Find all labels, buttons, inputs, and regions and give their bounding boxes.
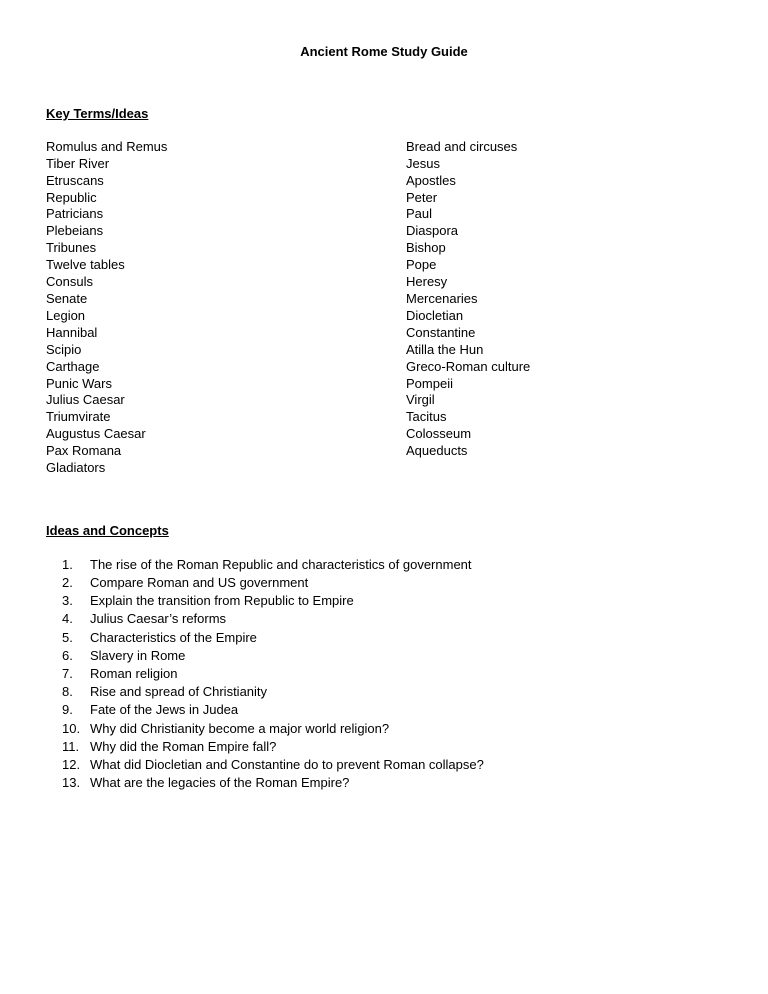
concept-text: Explain the transition from Republic to Empire xyxy=(90,593,354,609)
concept-item xyxy=(62,629,722,647)
concept-item xyxy=(62,556,722,574)
concept-text: What are the legacies of the Roman Empire? xyxy=(90,775,350,791)
key-term: Etruscans xyxy=(46,172,104,188)
key-term: Senate xyxy=(46,290,88,306)
key-term: Consuls xyxy=(46,274,93,290)
concept-text: Roman religion xyxy=(90,666,178,682)
key-term: Pope xyxy=(406,257,437,273)
key-term: Paul xyxy=(406,206,433,222)
key-term: Patricians xyxy=(46,206,104,222)
key-term: Hannibal xyxy=(46,324,98,340)
concept-item xyxy=(62,701,722,719)
key-term: Pax Romana xyxy=(46,443,122,459)
concept-text: Rise and spread of Christianity xyxy=(90,684,268,700)
key-terms-left-column xyxy=(46,139,406,477)
concepts-section xyxy=(46,523,722,793)
concept-text: Why did the Roman Empire fall? xyxy=(90,738,277,754)
concepts-heading: Ideas and Concepts xyxy=(46,522,169,538)
concept-text: What did Diocletian and Constantine do to prevent Roman collapse? xyxy=(90,757,484,773)
concept-item xyxy=(62,647,722,665)
concept-number: 11. xyxy=(62,738,80,754)
key-term: Tiber River xyxy=(46,155,110,171)
concept-item xyxy=(62,720,722,738)
key-terms-heading: Key Terms/Ideas xyxy=(46,105,149,121)
concept-item xyxy=(62,683,722,701)
concepts-list xyxy=(46,556,722,793)
concept-item xyxy=(62,592,722,610)
key-term: Heresy xyxy=(406,274,448,290)
key-term: Diocletian xyxy=(406,307,464,323)
concept-number: 1. xyxy=(62,556,73,572)
key-term: Augustus Caesar xyxy=(46,426,146,442)
key-term: Triumvirate xyxy=(46,409,111,425)
concept-item xyxy=(62,574,722,592)
key-term: Bishop xyxy=(406,240,446,256)
concept-number: 8. xyxy=(62,684,73,700)
key-term: Colosseum xyxy=(406,426,472,442)
key-term: Carthage xyxy=(46,358,100,374)
concept-number: 2. xyxy=(62,575,73,591)
key-term: Mercenaries xyxy=(406,290,478,306)
key-term: Twelve tables xyxy=(46,257,125,273)
key-term: Romulus and Remus xyxy=(46,138,168,154)
concept-text: Julius Caesar’s reforms xyxy=(90,611,227,627)
concept-item xyxy=(62,610,722,628)
key-term: Gladiators xyxy=(46,460,106,476)
key-term: Legion xyxy=(46,307,86,323)
key-term: Peter xyxy=(406,189,438,205)
key-term: Constantine xyxy=(406,324,476,340)
concept-text: Fate of the Jews in Judea xyxy=(90,702,239,718)
concept-text: Compare Roman and US government xyxy=(90,575,309,591)
key-term: Jesus xyxy=(406,155,440,171)
key-term: Julius Caesar xyxy=(46,392,125,408)
concept-number: 13. xyxy=(62,775,81,791)
key-term: Virgil xyxy=(406,392,435,408)
concept-number: 7. xyxy=(62,666,73,682)
document-title: Ancient Rome Study Guide xyxy=(300,44,468,59)
key-term: Apostles xyxy=(406,172,456,188)
key-term: Republic xyxy=(46,189,97,205)
key-term: Plebeians xyxy=(46,223,104,239)
concept-number: 3. xyxy=(62,593,73,609)
key-term: Scipio xyxy=(46,341,82,357)
concept-text: Why did Christianity become a major world religion? xyxy=(90,720,390,736)
key-term: Tribunes xyxy=(46,240,97,256)
key-term: Punic Wars xyxy=(46,375,112,391)
key-term: Greco-Roman culture xyxy=(406,358,531,374)
concept-text: Slavery in Rome xyxy=(90,647,186,663)
key-terms-columns xyxy=(46,139,722,477)
concept-number: 4. xyxy=(62,611,73,627)
key-term: Tacitus xyxy=(406,409,447,425)
concept-number: 5. xyxy=(62,629,73,645)
key-term: Atilla the Hun xyxy=(406,341,484,357)
concept-item xyxy=(62,665,722,683)
key-term: Diaspora xyxy=(406,223,459,239)
concept-number: 10. xyxy=(62,720,81,736)
concept-text: Characteristics of the Empire xyxy=(90,629,257,645)
concept-item xyxy=(62,738,722,756)
key-term: Bread and circuses xyxy=(406,138,518,154)
key-terms-section xyxy=(46,106,722,477)
key-term: Aqueducts xyxy=(406,443,468,459)
key-terms-right-column xyxy=(406,139,722,477)
concept-number: 9. xyxy=(62,702,73,718)
concept-number: 6. xyxy=(62,647,73,663)
concept-item xyxy=(62,774,722,792)
concept-number: 12. xyxy=(62,757,81,773)
key-term: Pompeii xyxy=(406,375,453,391)
concept-text: The rise of the Roman Republic and characteristics of government xyxy=(90,556,472,572)
concept-item xyxy=(62,756,722,774)
